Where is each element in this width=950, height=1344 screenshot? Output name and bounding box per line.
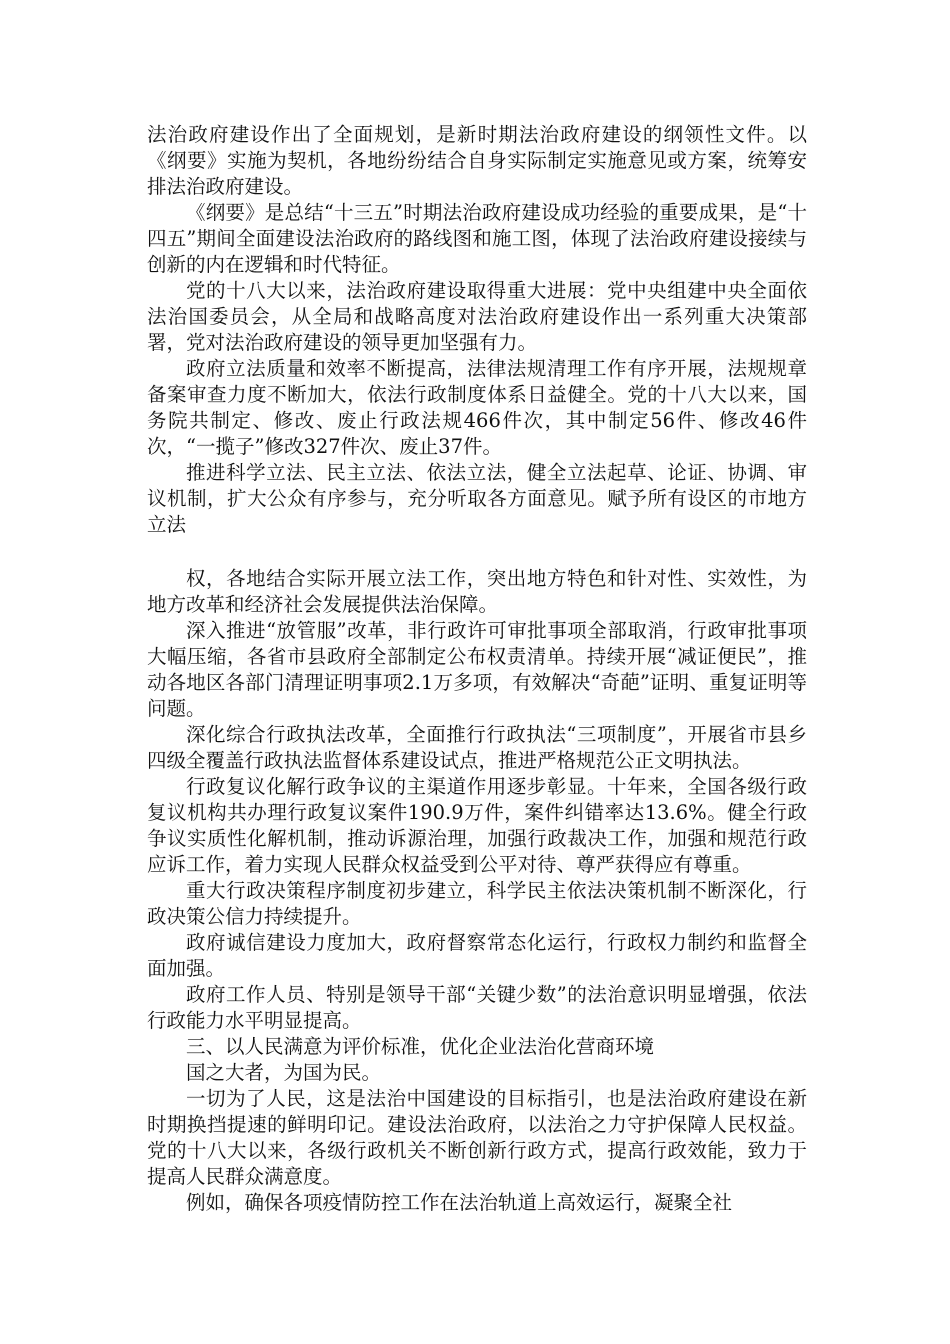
page-break-gap: [147, 538, 807, 566]
paragraph-12: 政府工作人员、特别是领导干部“关键少数”的法治意识明显增强，依法行政能力水平明显提高。: [147, 983, 807, 1032]
paragraph-6: 权，各地结合实际开展立法工作，突出地方特色和针对性、实效性，为地方改革和经济社会发展提供法治保障。: [147, 567, 807, 616]
paragraph-4: 政府立法质量和效率不断提高，法律法规清理工作有序开展，法规规章备案审查力度不断加大，依法行政制度体系日益健全。党的十八大以来，国务院共制定、修改、废止行政法规466件次，其中制定56件、修改46件次，“一揽子”修改327件次、废止37件。: [147, 357, 807, 458]
paragraph-8: 深化综合行政执法改革，全面推行行政执法“三项制度”，开展省市县乡四级全覆盖行政执法监督体系建设试点，推进严格规范公正文明执法。: [147, 723, 807, 772]
section-heading: 三、以人民满意为评价标准，优化企业法治化营商环境: [186, 1035, 655, 1058]
paragraph-11: 政府诚信建设力度加大，政府督察常态化运行，行政权力制约和监督全面加强。: [147, 931, 807, 980]
paragraph-14: 一切为了人民，这是法治中国建设的目标指引，也是法治政府建设在新时期换挡提速的鲜明印记。建设法治政府，以法治之力守护保障人民权益。党的十八大以来，各级行政机关不断创新行政方式，提高行政效能，致力于提高人民群众满意度。: [147, 1087, 807, 1188]
paragraph-15: 例如，确保各项疫情防控工作在法治轨道上高效运行，凝聚全社: [186, 1191, 733, 1214]
paragraph-7: 深入推进“放管服”改革，非行政许可审批事项全部取消，行政审批事项大幅压缩，各省市县政府全部制定公布权责清单。持续开展“减证便民”，推动各地区各部门清理证明事项2.1万多项，有效解决“奇葩”证明、重复证明等问题。: [147, 619, 807, 720]
paragraph-3: 党的十八大以来，法治政府建设取得重大进展：党中央组建中央全面依法治国委员会，从全局和战略高度对法治政府建设作出一系列重大决策部署，党对法治政府建设的领导更加坚强有力。: [147, 279, 807, 354]
paragraph-2: 《纲要》是总结“十三五”时期法治政府建设成功经验的重要成果，是“十四五”期间全面建设法治政府的路线图和施工图，体现了法治政府建设接续与创新的内在逻辑和时代特征。: [147, 201, 807, 276]
paragraph-1: 法治政府建设作出了全面规划，是新时期法治政府建设的纲领性文件。以《纲要》实施为契机，各地纷纷结合自身实际制定实施意见或方案，统筹安排法治政府建设。: [147, 123, 807, 198]
paragraph-9: 行政复议化解行政争议的主渠道作用逐步彰显。十年来，全国各级行政复议机构共办理行政复议案件190.9万件，案件纠错率达13.6%。健全行政争议实质性化解机制，推动诉源治理，加强行政裁决工作，加强和规范行政应诉工作，着力实现人民群众权益受到公平对待、尊严获得应有尊重。: [147, 775, 807, 876]
paragraph-10: 重大行政决策程序制度初步建立，科学民主依法决策机制不断深化，行政决策公信力持续提升。: [147, 879, 807, 928]
paragraph-5: 推进科学立法、民主立法、依法立法，健全立法起草、论证、协调、审议机制，扩大公众有序参与，充分听取各方面意见。赋予所有设区的市地方立法: [147, 461, 807, 536]
paragraph-13: 国之大者，为国为民。: [186, 1061, 382, 1084]
document-body: [147, 122, 807, 1216]
